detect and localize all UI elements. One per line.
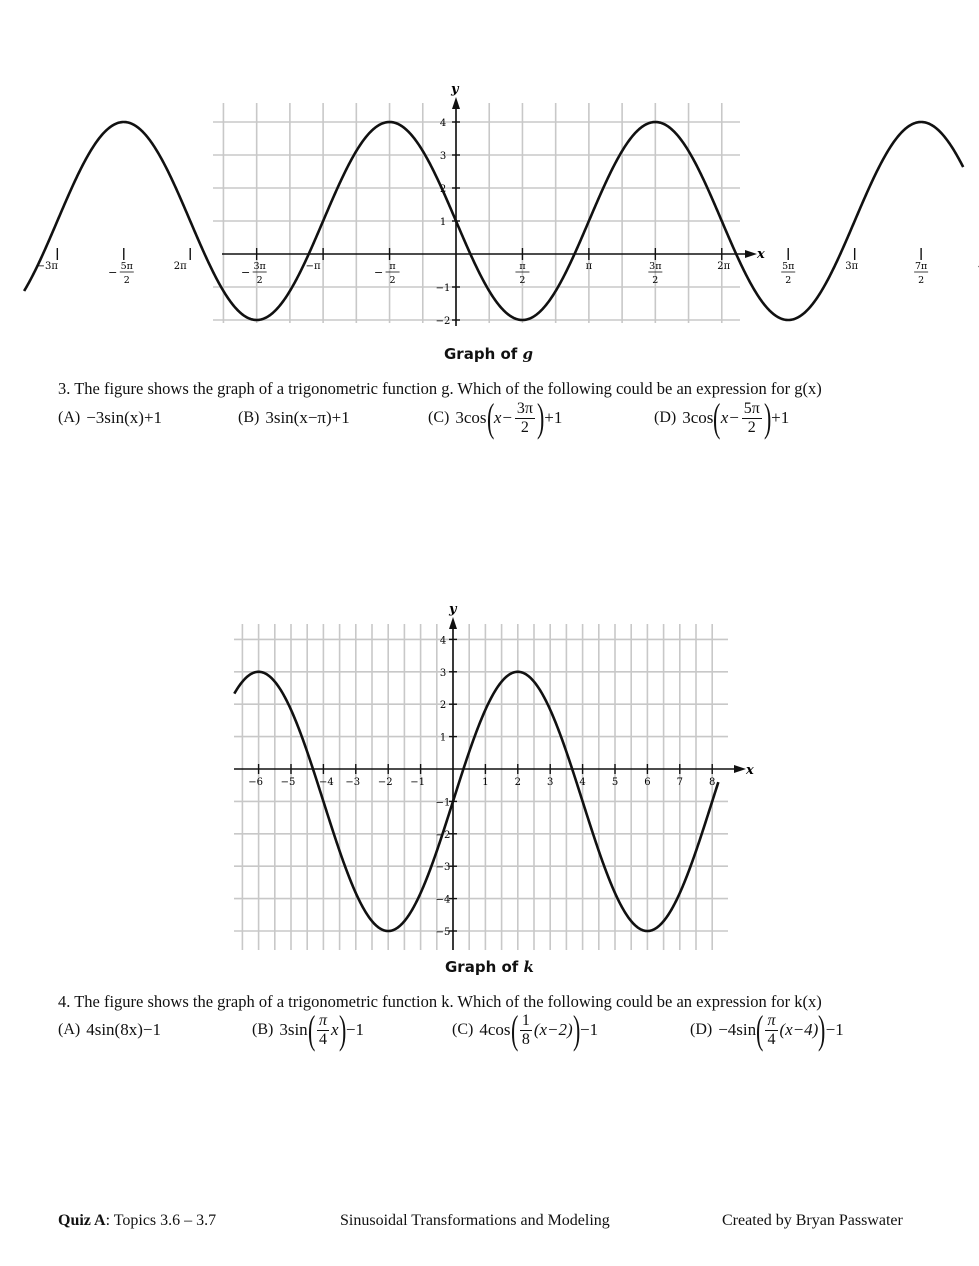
g-x-axis-label: x [757,247,765,262]
g-x-tick-label: 5π [120,261,133,272]
g-x-tick-label-den: 2 [918,275,925,286]
g-y-arrow [452,97,460,109]
k-caption: Graph of k [445,958,534,976]
g-x-tick-label-den: 2 [123,275,130,286]
graph-g [36,78,928,340]
g-x-tick-label: 2π [717,261,731,272]
g-x-tick-minus: − [108,266,118,279]
g-y-tick-label: 2 [439,184,447,195]
k-axes [234,617,746,950]
k-x-tick-label: 4 [579,777,586,788]
g-caption: Graph of g [444,345,534,363]
k-x-tick-label: 8 [709,777,716,788]
q3-choice-d[interactable]: (D) 3cos ( x− $\frac{5\pi}{2}$ ) +1 [654,395,790,440]
question-4-text: 4. The figure shows the graph of a trigonometric function k. Which of the following could be an expression for k(x) [58,992,822,1011]
g-x-arrow [745,250,757,258]
g-grid [213,103,740,323]
g-x-tick-label-den: 2 [519,275,526,286]
q4-choice-a[interactable]: (A) 4sin(8x)−1 [58,1020,161,1039]
question-3-choices [0,395,979,458]
k-x-tick-label: 6 [644,777,651,788]
g-y-tick-label: 4 [439,118,447,129]
k-y-tick-label: 4 [439,635,447,647]
k-y-tick-label: −5 [435,927,451,938]
k-y-tick-label: −3 [435,862,451,874]
footer-subject: Sinusoidal Transformations and Modeling [340,1212,610,1229]
footer-quiz: Quiz A: Topics 3.6 – 3.7 [58,1212,217,1229]
g-x-tick-label-den: 2 [785,275,792,286]
q3-choice-c[interactable]: (C) 3cos ( x− $\frac{3\pi}{2}$ ) +1 [428,395,563,440]
k-y-axis-label: y [449,602,457,617]
k-y-tick-label: 1 [439,732,447,744]
g-x-tick-label: 3π [649,261,662,272]
g-x-tick-label: −π [305,261,321,272]
k-x-tick-label: −2 [377,777,393,788]
q3-choice-a[interactable]: (A) −3sin(x)+1 [58,408,163,427]
g-y-tick-label: 1 [439,217,447,228]
k-y-tick-label: −2 [435,829,451,841]
k-x-tick-label: 5 [611,777,619,788]
k-x-tick-label: 2 [514,777,521,788]
k-x-arrow [734,765,746,773]
g-x-tick-label-den: 2 [652,275,659,286]
g-y-tick-label: 3 [439,151,447,162]
g-x-tick-label: 5π [782,261,795,272]
g-x-tick-minus: − [241,266,251,279]
graph-k [225,598,765,956]
g-ticks [37,118,979,327]
q3-choice-b[interactable]: (B) 3sin(x−π)+1 [238,408,350,427]
g-x-tick-label: 7π [914,261,928,272]
q4-choice-b[interactable]: (B) 3sin ( $\frac{\pi}{4}$ x ) −1 [252,1007,364,1052]
q4-choice-d[interactable]: (D) −4sin ( $\frac{\pi}{4}$ (x−4) ) −1 [690,1007,844,1052]
k-x-tick-label: 7 [676,777,683,788]
k-y-tick-label: −4 [435,894,451,906]
k-y-arrow [449,617,457,629]
question-3-text: 3. The figure shows the graph of a trigonometric function g. Which of the following could be an expression for g(x) [58,379,822,398]
k-x-tick-label: −4 [319,777,334,788]
k-y-tick-label: −1 [435,797,451,809]
k-x-axis-label: x [746,763,754,778]
g-y-axis-label: y [451,82,459,97]
k-x-tick-label: 3 [547,777,554,788]
g-y-tick-label: −1 [435,283,451,294]
g-x-tick-label: π [519,261,526,272]
question-4-choices [0,1007,979,1070]
g-x-tick-label: π [389,261,396,272]
g-y-tick-label: −2 [435,316,451,327]
g-x-tick-label: 3π [253,261,266,272]
k-grid [234,624,728,950]
g-x-tick-label: −3π [36,261,58,272]
q4-choice-c[interactable]: (C) 4cos ( $\frac{1}{8}$ (x−2) ) −1 [452,1007,599,1052]
g-x-tick-label: 2π [173,261,187,272]
g-x-tick-label-den: 2 [256,275,263,286]
g-x-tick-label: 3π [845,261,859,272]
k-x-tick-label: −1 [410,777,425,788]
footer-author: Created by Bryan Passwater [722,1212,903,1229]
k-x-tick-label: −3 [345,777,361,788]
g-x-tick-minus: − [373,266,384,279]
k-y-tick-label: 3 [439,667,447,679]
g-x-tick-label-den: 2 [389,275,396,286]
k-x-tick-label: −5 [280,777,296,788]
g-x-tick-label: π [585,261,593,272]
k-x-tick-label: 1 [482,777,489,788]
k-y-tick-label: 2 [439,700,447,712]
k-x-tick-label: −6 [248,777,263,788]
